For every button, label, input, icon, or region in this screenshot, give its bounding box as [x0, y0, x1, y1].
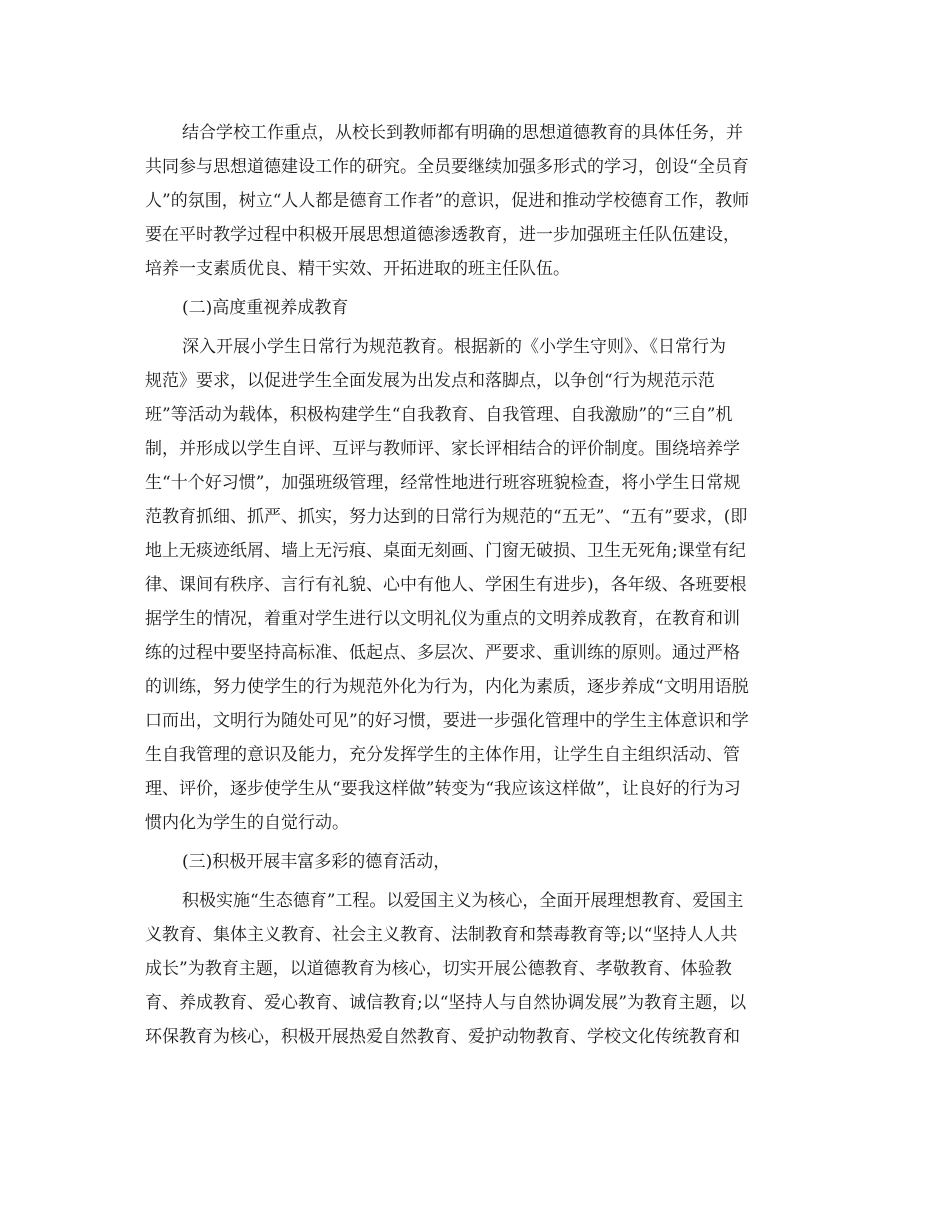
- paragraph-line: 练的过程中要坚持高标准、低起点、多层次、严要求、重训练的原则。通过严格: [145, 643, 740, 663]
- paragraph-line: 积极实施“生态德育”工程。以爱国主义为核心，全面开展理想教育、爱国主: [182, 891, 744, 911]
- paragraph-line: 生“十个好习惯”，加强班级管理，经常性地进行班容班貌检查，将小学生日常规: [145, 473, 741, 493]
- paragraph-line: 结合学校工作重点，从校长到教师都有明确的思想道德教育的具体任务，并: [182, 123, 743, 143]
- paragraph-line: 范教育抓细、抓严、抓实，努力达到的日常行为规范的“五无”、“五有”要求，(即: [145, 507, 748, 527]
- paragraph-line: 制，并形成以学生自评、互评与教师评、家长评相结合的评价制度。围绕培养学: [145, 439, 740, 459]
- paragraph-line: 据学生的情况，着重对学生进行以文明礼仪为重点的文明养成教育，在教育和训: [145, 609, 740, 629]
- paragraph-line: 的训练，努力使学生的行为规范外化为行为，内化为素质，逐步养成“文明用语脱: [145, 677, 749, 697]
- paragraph-line: 口而出，文明行为随处可见”的好习惯，要进一步强化管理中的学生主体意识和学: [145, 711, 749, 731]
- paragraph-line: 培养一支素质优良、精干实效、开拓进取的班主任队伍。: [145, 259, 570, 279]
- section-heading: (三)积极开展丰富多彩的德育活动，: [182, 852, 451, 872]
- paragraph-line: 律、课间有秩序、言行有礼貌、心中有他人、学困生有进步)，各年级、各班要根: [145, 575, 747, 595]
- paragraph-line: 要在平时教学过程中积极开展思想道德渗透教育，进一步加强班主任队伍建设，: [145, 225, 740, 245]
- paragraph-line: 育、养成教育、爱心教育、诚信教育;以“坚持人与自然协调发展”为教育主题，以: [145, 993, 747, 1013]
- paragraph-line: 生自我管理的意识及能力，充分发挥学生的主体作用，让学生自主组织活动、管: [145, 745, 740, 765]
- paragraph-line: 规范》要求，以促进学生全面发展为出发点和落脚点，以争创“行为规范示范: [145, 371, 715, 391]
- paragraph-line: 共同参与思想道德建设工作的研究。全员要继续加强多形式的学习，创设“全员育: [145, 157, 749, 177]
- paragraph-line: 惯内化为学生的自觉行动。: [145, 813, 349, 833]
- paragraph-line: 人”的氛围，树立“人人都是德育工作者”的意识，促进和推动学校德育工作，教师: [145, 191, 750, 211]
- paragraph-line: 深入开展小学生日常行为规范教育。根据新的《小学生守则》、《日常行为: [182, 337, 726, 357]
- paragraph-line: 环保教育为核心，积极开展热爱自然教育、爱护动物教育、学校文化传统教育和: [145, 1027, 740, 1047]
- paragraph-line: 理、评价，逐步使学生从“要我这样做”转变为“我应该这样做”，让良好的行为习: [145, 779, 741, 799]
- paragraph-line: 地上无痰迹纸屑、墙上无污痕、桌面无刻画、门窗无破损、卫生无死角;课堂有纪: [145, 541, 746, 561]
- paragraph-line: 义教育、集体主义教育、社会主义教育、法制教育和禁毒教育等;以“坚持人人共: [145, 925, 738, 945]
- paragraph-line: 成长”为教育主题，以道德教育为核心，切实开展公德教育、孝敬教育、体验教: [145, 959, 732, 979]
- paragraph-line: 班”等活动为载体，积极构建学生“自我教育、自我管理、自我激励”的“三自”机: [145, 405, 733, 425]
- section-heading: (二)高度重视养成教育: [182, 298, 349, 318]
